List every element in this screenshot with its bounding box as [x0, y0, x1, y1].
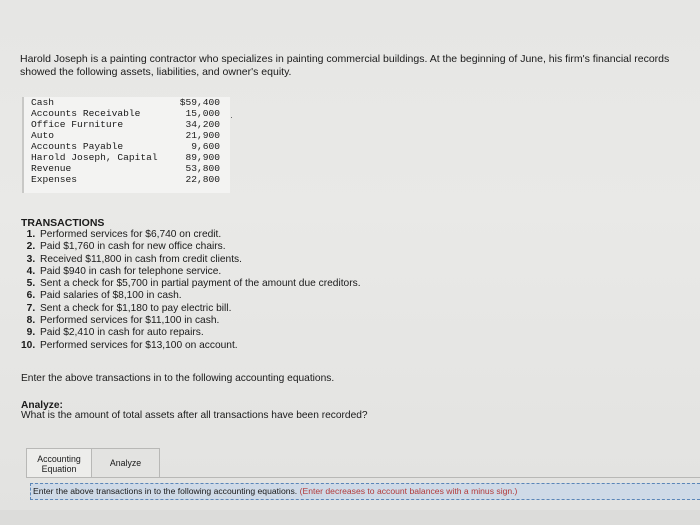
transaction-item: 7. Sent a check for $1,180 to pay electric bill. [38, 303, 361, 315]
banner-text: Enter the above transactions in to the following accounting equations. [33, 486, 298, 496]
account-value: 9,600 [191, 141, 220, 152]
balance-row [24, 97, 230, 108]
account-value: 89,900 [185, 152, 220, 163]
tab-panel-divider [26, 477, 700, 478]
analyze-question: What is the amount of total assets after all transactions have been recorded? [21, 410, 368, 421]
account-name: Revenue [31, 163, 72, 174]
tab-label-line: Accounting [37, 453, 81, 464]
transaction-item: 2. Paid $1,760 in cash for new office chairs. [38, 241, 361, 253]
banner-note: (Enter decreases to account balances with a minus sign.) [299, 486, 518, 496]
transaction-item: 10. Performed services for $13,100 on account. [38, 340, 361, 352]
account-name: Accounts Payable [31, 141, 124, 152]
balance-row [24, 130, 230, 141]
balance-row [24, 174, 230, 185]
account-value: 22,800 [185, 174, 220, 185]
transaction-item: 1. Performed services for $6,740 on credit. [38, 229, 361, 241]
analyze-heading: Analyze: [21, 400, 63, 411]
transaction-item: 4. Paid $940 in cash for telephone service. [38, 266, 361, 278]
account-value: $59,400 [179, 97, 220, 108]
transaction-item: 5. Sent a check for $5,700 in partial payment of the amount due creditors. [38, 278, 361, 290]
transaction-item: 8. Performed services for $11,100 in cash. [38, 315, 361, 327]
transaction-item: 9. Paid $2,410 in cash for auto repairs. [38, 327, 361, 339]
account-name: Expenses [31, 174, 78, 185]
balance-row [24, 152, 230, 163]
transaction-item: 6. Paid salaries of $8,100 in cash. [38, 290, 361, 302]
instruction-text: Enter the above transactions in to the following accounting equations. [21, 373, 335, 384]
tab-label-line: Equation [41, 463, 77, 474]
balance-row [24, 119, 230, 130]
tab-label [37, 454, 81, 474]
account-name: Office Furniture [31, 119, 124, 130]
balance-row [24, 141, 230, 152]
account-name: Cash [31, 97, 55, 108]
bottom-edge [0, 510, 700, 525]
problem-intro: Harold Joseph is a painting contractor who specializes in painting commercial buildings. At the beginning of June, his firm's financial records showed the following assets, liabilities, and owner's equity. [20, 53, 670, 78]
tab-analyze[interactable] [92, 448, 160, 478]
balance-row [24, 108, 230, 119]
transactions-heading: TRANSACTIONS [21, 217, 105, 229]
opening-balances-table [22, 97, 230, 193]
account-value: 21,900 [185, 130, 220, 141]
account-name: Harold Joseph, Capital [31, 152, 158, 163]
transaction-item: 3. Received $11,800 in cash from credit clients. [38, 254, 361, 266]
account-value: 34,200 [185, 119, 220, 130]
balance-row [24, 163, 230, 174]
account-value: 15,000 [185, 108, 220, 119]
account-value: 53,800 [185, 163, 220, 174]
small-dot-mark: · [230, 112, 233, 122]
instruction-banner [30, 483, 700, 500]
tab-accounting-equation[interactable] [26, 448, 92, 478]
tab-bar [26, 448, 160, 478]
transactions-list [21, 229, 361, 352]
tab-label: Analyze [109, 458, 142, 468]
account-name: Accounts Receivable [31, 108, 141, 119]
account-name: Auto [31, 130, 55, 141]
